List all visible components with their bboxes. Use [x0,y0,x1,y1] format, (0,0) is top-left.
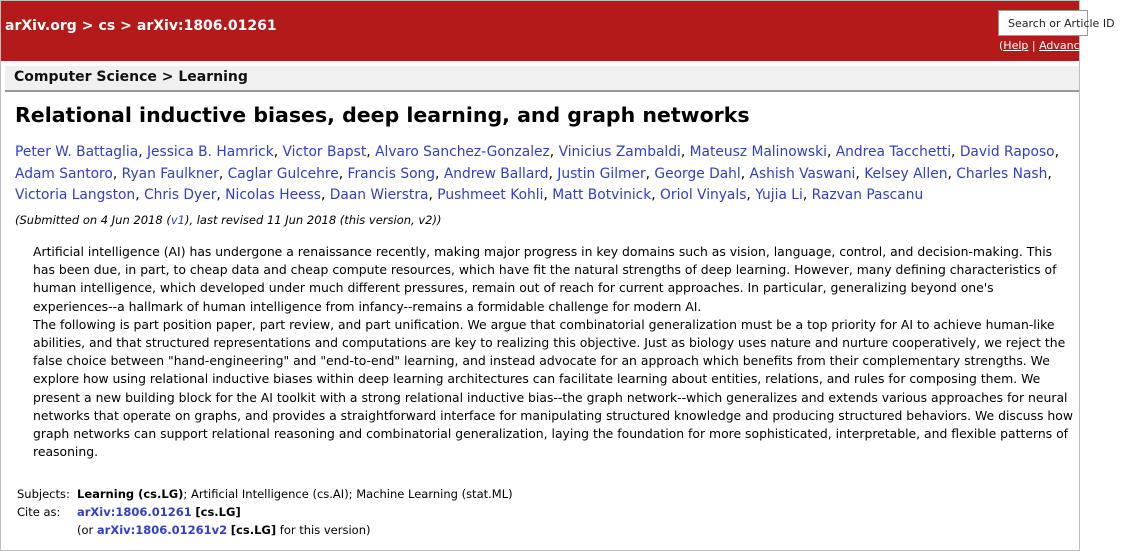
author-separator: , [1054,144,1059,160]
breadcrumb-separator: > [120,18,132,34]
cite-value [77,503,241,521]
author-link[interactable]: Vinicius Zambaldi [558,144,681,160]
secondary-subjects: ; Artificial Intelligence (cs.AI); Machine Learning (stat.ML) [183,487,513,501]
author-link[interactable]: Mateusz Malinowski [689,144,827,160]
submission-dates [15,213,441,227]
subjects-value [77,485,513,503]
breadcrumb-separator: > [81,18,94,34]
version-v1-link[interactable]: v1 [170,213,185,227]
author-separator: , [826,144,836,160]
author-link[interactable]: Andrew Ballard [443,165,549,182]
author-link[interactable]: Ashish Vaswani [749,165,856,182]
author-separator: , [680,144,690,160]
author-link[interactable]: Ryan Faulkner [121,165,219,182]
submitted-prefix: (Submitted on 4 Jun 2018 ( [15,213,171,227]
author-separator: , [366,144,376,160]
cite-version-value [77,521,370,539]
author-link[interactable]: Justin Gilmer [557,165,646,182]
author-link[interactable]: David Raposo [959,144,1055,160]
author-separator: , [746,187,756,203]
author-separator: , [951,144,960,160]
cite-label: Cite as: [17,505,61,519]
link-separator: | [1031,39,1036,52]
cite-version-suffix: for this version) [279,523,371,537]
author-separator: , [645,165,655,182]
submitted-suffix: ), last revised 11 Jun 2018 (this version, v2)) [184,213,442,227]
author-separator: , [320,187,330,203]
author-link[interactable]: Oriol Vinyals [660,187,747,203]
abstract-paragraph: Artificial intelligence (AI) has undergone a renaissance recently, making major progress in key domains such as vision, language, control, and decision-making. This has been due, in part, to cheap data and cheap compute resources, which have fit the natural strengths of deep learning. However, many defining characteristics of human intelligence, which developed under much different pressures, remain out of reach for current approaches. In particular, generalizing beyond one's experiences--a hallmark of human intelligence from infancy--remains a formidable challenge for modern AI. [33,244,1057,314]
author-link[interactable]: Andrea Tacchetti [835,144,952,160]
author-link[interactable]: Kelsey Allen [864,165,948,182]
cite-version-category: [cs.LG] [230,523,277,537]
abstract-paragraph: The following is part position paper, part review, and part unification. We argue that combinatorial generalization must be a top priority for AI to achieve human-like abilities, and that structured representations and computations are key to realizing this objective. Just as biology uses nature and nurture cooperatively, we reject the false choice between "hand-engineering" and "end-to-end" learning, and instead advocate for an approach which benefits from their complementary strengths. We explore how using relational inductive biases within deep learning architectures can facilitate learning about entities, relations, and rules for composing them. We present a new building block for the AI toolkit with a strong relational inductive bias--the graph network--which generalizes and extends various approaches for neural networks that operate on graphs, and provides a straightforward interface for manipulating structured knowledge and producing structured behaviors. We discuss how graph networks can support relational reasoning and combinatorial generalization, laying the foundation for more sophisticated, interpretable, and flexible patterns of reasoning. [33,316,1073,460]
author-separator: , [543,187,553,203]
page-title: Relational inductive biases, deep learning, and graph networks [15,103,750,127]
author-link[interactable]: Matt Botvinick [552,187,652,203]
site-header [1,1,1133,61]
help-link[interactable]: Help [1003,39,1029,52]
author-list [15,142,1065,207]
author-separator: , [138,144,147,160]
primary-subject: Learning (cs.LG) [77,487,184,501]
author-link[interactable]: Nicolas Heess [225,187,321,203]
author-link[interactable]: Victoria Langston [15,187,136,203]
author-separator: , [548,165,558,182]
open-paren: ( [999,39,1004,52]
subject-bar-label: Computer Science > Learning [14,69,248,85]
author-link[interactable]: Charles Nash [956,165,1048,182]
search-input[interactable]: Search or Article ID [998,10,1088,36]
author-separator: , [740,165,750,182]
header-links [999,39,1133,52]
author-link[interactable]: Chris Dyer [143,187,217,203]
author-separator: , [435,165,444,182]
author-link[interactable]: Adam Santoro [15,165,113,182]
author-separator: , [947,165,957,182]
author-separator: , [216,187,226,203]
author-separator: , [549,144,559,160]
author-separator: , [112,165,122,182]
cite-version-prefix: (or [77,523,94,537]
author-link[interactable]: Jessica B. Hamrick [146,144,274,160]
author-link[interactable]: Victor Bapst [282,144,367,160]
author-separator: , [428,187,438,203]
advanced-search-link[interactable]: Advanced search [1039,39,1133,52]
author-link[interactable]: Francis Song [347,165,436,182]
author-separator: , [651,187,661,203]
author-link[interactable]: Yujia Li [755,187,803,203]
author-separator: , [802,187,812,203]
author-link[interactable]: George Dahl [654,165,741,182]
author-link[interactable]: Pushmeet Kohli [437,187,544,203]
cite-id-link[interactable]: arXiv:1806.01261 [77,505,192,519]
subject-bar [5,66,1079,92]
cite-category: [cs.LG] [195,505,241,519]
author-separator: , [218,165,228,182]
author-separator: , [338,165,348,182]
cite-version-link[interactable]: arXiv:1806.01261v2 [96,523,228,537]
author-link[interactable]: Caglar Gulcehre [227,165,339,182]
breadcrumb-cs-link[interactable]: cs [98,18,116,34]
subjects-label: Subjects: [17,487,70,501]
author-link[interactable]: Razvan Pascanu [811,187,924,203]
breadcrumb-arxiv-link[interactable]: arXiv.org [5,18,77,34]
author-separator: , [273,144,283,160]
author-separator: , [1047,165,1052,182]
author-link[interactable]: Peter W. Battaglia [15,144,139,160]
author-separator: , [855,165,865,182]
breadcrumb-paper-link[interactable]: arXiv:1806.01261 [136,18,277,34]
abstract [33,243,1073,461]
author-separator: , [135,187,144,203]
author-link[interactable]: Daan Wierstra [329,187,429,203]
author-link[interactable]: Alvaro Sanchez-Gonzalez [375,144,550,160]
breadcrumb [5,18,277,34]
